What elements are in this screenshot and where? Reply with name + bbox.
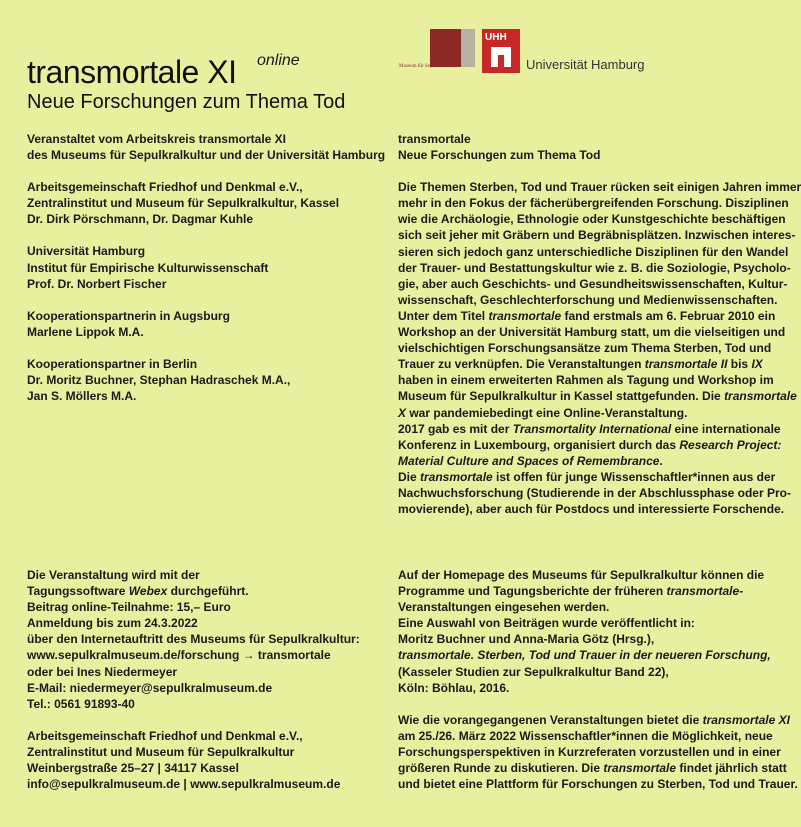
text-line: sieren sich jedoch ganz unterschiedliche Disziplinen für den Wandel bbox=[398, 244, 789, 259]
text-line: vielschichtigen Forschungsansätze zum Thema Sterben, Tod und bbox=[398, 341, 772, 356]
text-line: X war pandemiebedingt eine Online-Veranstaltung. bbox=[398, 405, 688, 420]
organizers-block bbox=[27, 131, 386, 420]
text-line: Universität Hamburg bbox=[27, 244, 146, 259]
text-line: sich seit jeher mit Gräbern und Begräbnisplätzen. Inzwischen interes- bbox=[398, 228, 796, 243]
text-line: Workshop an der Universität Hamburg statt, um die vielseitigen und bbox=[398, 325, 786, 340]
text-line: (Kasseler Studien zur Sepulkralkultur Band 22), bbox=[398, 664, 669, 679]
uhh-logo-text: UHH bbox=[485, 32, 507, 43]
website-link[interactable]: www.sepulkralmuseum.de/forschung → transmortale bbox=[27, 648, 331, 663]
text-line: Nachwuchsforschung (Studierende in der Abschlussphase oder Pro- bbox=[398, 485, 791, 500]
phone-number: Tel.: 0561 91893-40 bbox=[27, 696, 135, 711]
text-line: Konferenz in Luxembourg, organisiert durch das Research Project: bbox=[398, 437, 782, 452]
text-line: Kooperationspartner in Berlin bbox=[27, 356, 198, 371]
text-line: Programme und Tagungsberichte der früheren transmortale- bbox=[398, 584, 744, 599]
closing-paragraph bbox=[398, 712, 798, 792]
text-line: Museum für Sepulkralkultur in Kassel stattgefunden. Die transmortale bbox=[398, 389, 797, 404]
publication-block bbox=[398, 567, 798, 808]
text-line: Prof. Dr. Norbert Fischer bbox=[27, 276, 167, 291]
publication-paragraph bbox=[398, 567, 771, 696]
text-line: Material Culture and Spaces of Remembrance. bbox=[398, 453, 663, 468]
text-line: Kooperationspartnerin in Augsburg bbox=[27, 308, 230, 323]
contact-links[interactable]: info@sepulkralmuseum.de | www.sepulkralmuseum.de bbox=[27, 777, 341, 792]
text-line: des Museums für Sepulkralkultur und der Universität Hamburg bbox=[27, 148, 386, 163]
text-line: Forschungsperspektiven in Kurzreferaten vorzustellen und in einer bbox=[398, 744, 781, 759]
text-line: Veranstaltungen eingesehen werden. bbox=[398, 600, 610, 615]
text-line: Arbeitsgemeinschaft Friedhof und Denkmal e.V., bbox=[27, 728, 303, 743]
text-line: Institut für Empirische Kulturwissenschaft bbox=[27, 260, 269, 275]
text-line: der Trauer- und Bestattungskultur wie z. B. die Soziologie, Psycholo- bbox=[398, 260, 791, 275]
text-line: über den Internetauftritt des Museums für Sepulkralkultur: bbox=[27, 632, 360, 647]
text-line: Köln: Böhlau, 2016. bbox=[398, 680, 510, 695]
text-line: movierende), aber auch für Postdocs und interessierte Forschende. bbox=[398, 502, 785, 517]
text-line: Unter dem Titel transmortale fand erstmals am 6. Februar 2010 ein bbox=[398, 308, 776, 323]
page-title: transmortale XI bbox=[27, 54, 237, 90]
text-line: Trauer zu verknüpfen. Die Veranstaltungen transmortale II bis IX bbox=[398, 357, 763, 372]
heading-line: Neue Forschungen zum Thema Tod bbox=[398, 148, 601, 163]
heading-line: transmortale bbox=[398, 132, 471, 146]
address bbox=[27, 728, 377, 792]
text-line: Veranstaltet vom Arbeitskreis transmortale XI bbox=[27, 132, 286, 146]
description-heading bbox=[398, 131, 768, 163]
text-line: oder bei Ines Niedermeyer bbox=[27, 664, 178, 679]
text-line: Anmeldung bis zum 24.3.2022 bbox=[27, 616, 198, 631]
text-line: 2017 gab es mit der Transmortality International eine internationale bbox=[398, 421, 781, 436]
text-line: Moritz Buchner und Anna-Maria Götz (Hrsg.), bbox=[398, 632, 655, 647]
text-line: Zentralinstitut und Museum für Sepulkralkultur bbox=[27, 744, 295, 759]
university-name: Universität Hamburg bbox=[526, 57, 645, 72]
text-line: Dr. Moritz Buchner, Stephan Hadraschek M.A., bbox=[27, 373, 291, 388]
text-line: Die Veranstaltung wird mit der bbox=[27, 568, 200, 582]
title-block bbox=[27, 52, 300, 90]
museum-logo bbox=[430, 29, 475, 67]
text-line: Die transmortale ist offen für junge Wissenschaftler*innen aus der bbox=[398, 469, 776, 484]
text-line: Beitrag online-Teilnahme: 15,– Euro bbox=[27, 600, 231, 615]
uhh-logo bbox=[482, 29, 520, 73]
museum-logo-caption: Museum für Sepulkralkultur bbox=[399, 64, 456, 69]
organizer-group bbox=[27, 131, 386, 163]
text-line: Marlene Lippok M.A. bbox=[27, 324, 144, 339]
text-line: haben in einem erweiterten Rahmen als Tagung und Workshop im bbox=[398, 373, 774, 388]
email-link[interactable]: E-Mail: niedermeyer@sepulkralmuseum.de bbox=[27, 680, 273, 695]
page-subtitle: Neue Forschungen zum Thema Tod bbox=[27, 91, 346, 113]
organizer-group bbox=[27, 308, 377, 340]
text-line: mehr in den Fokus der fächerübergreifenden Forschung. Disziplinen bbox=[398, 196, 789, 211]
text-line: Die Themen Sterben, Tod und Trauer rücken seit einigen Jahren immer bbox=[398, 180, 801, 195]
text-line: Tagungssoftware Webex durchgeführt. bbox=[27, 584, 249, 599]
text-line: wissenschaft, Geschlechterforschung und Medienwissenschaften. bbox=[398, 292, 778, 307]
text-line: und bietet eine Plattform für Forschungen zu Sterben, Tod und Trauer. bbox=[398, 777, 798, 792]
description-block bbox=[398, 131, 801, 517]
text-line: am 25./26. März 2022 Wissenschaftler*innen die Möglichkeit, neue bbox=[398, 728, 773, 743]
text-line: größeren Runde zu diskutieren. Die transmortale findet jährlich statt bbox=[398, 761, 787, 776]
text-line: Dr. Dirk Pörschmann, Dr. Dagmar Kuhle bbox=[27, 212, 254, 227]
text-line: Arbeitsgemeinschaft Friedhof und Denkmal e.V., bbox=[27, 180, 303, 195]
registration-info bbox=[27, 567, 377, 712]
text-line: Jan S. Möllers M.A. bbox=[27, 389, 137, 404]
text-line: wie die Archäologie, Ethnologie oder Kunstgeschichte beschäftigen bbox=[398, 212, 786, 227]
text-line: transmortale. Sterben, Tod und Trauer in der neueren Forschung, bbox=[398, 648, 771, 663]
text-line: Eine Auswahl von Beiträgen wurde veröffentlicht in: bbox=[398, 616, 695, 631]
organizer-group bbox=[27, 243, 377, 291]
organizer-group bbox=[27, 356, 377, 404]
description-paragraph bbox=[398, 179, 801, 517]
text-line: Auf der Homepage des Museums für Sepulkralkultur können die bbox=[398, 568, 765, 582]
text-line: Wie die vorangegangenen Veranstaltungen bietet die transmortale XI bbox=[398, 712, 790, 727]
title-online: online bbox=[257, 52, 300, 69]
text-line: Weinbergstraße 25–27 | 34117 Kassel bbox=[27, 761, 239, 776]
registration-block bbox=[27, 567, 377, 808]
organizer-group bbox=[27, 179, 377, 227]
text-line: gie, aber auch Geschichts- und Gesundheitswissenschaften, Kultur- bbox=[398, 276, 788, 291]
text-line: Zentralinstitut und Museum für Sepulkralkultur, Kassel bbox=[27, 196, 340, 211]
